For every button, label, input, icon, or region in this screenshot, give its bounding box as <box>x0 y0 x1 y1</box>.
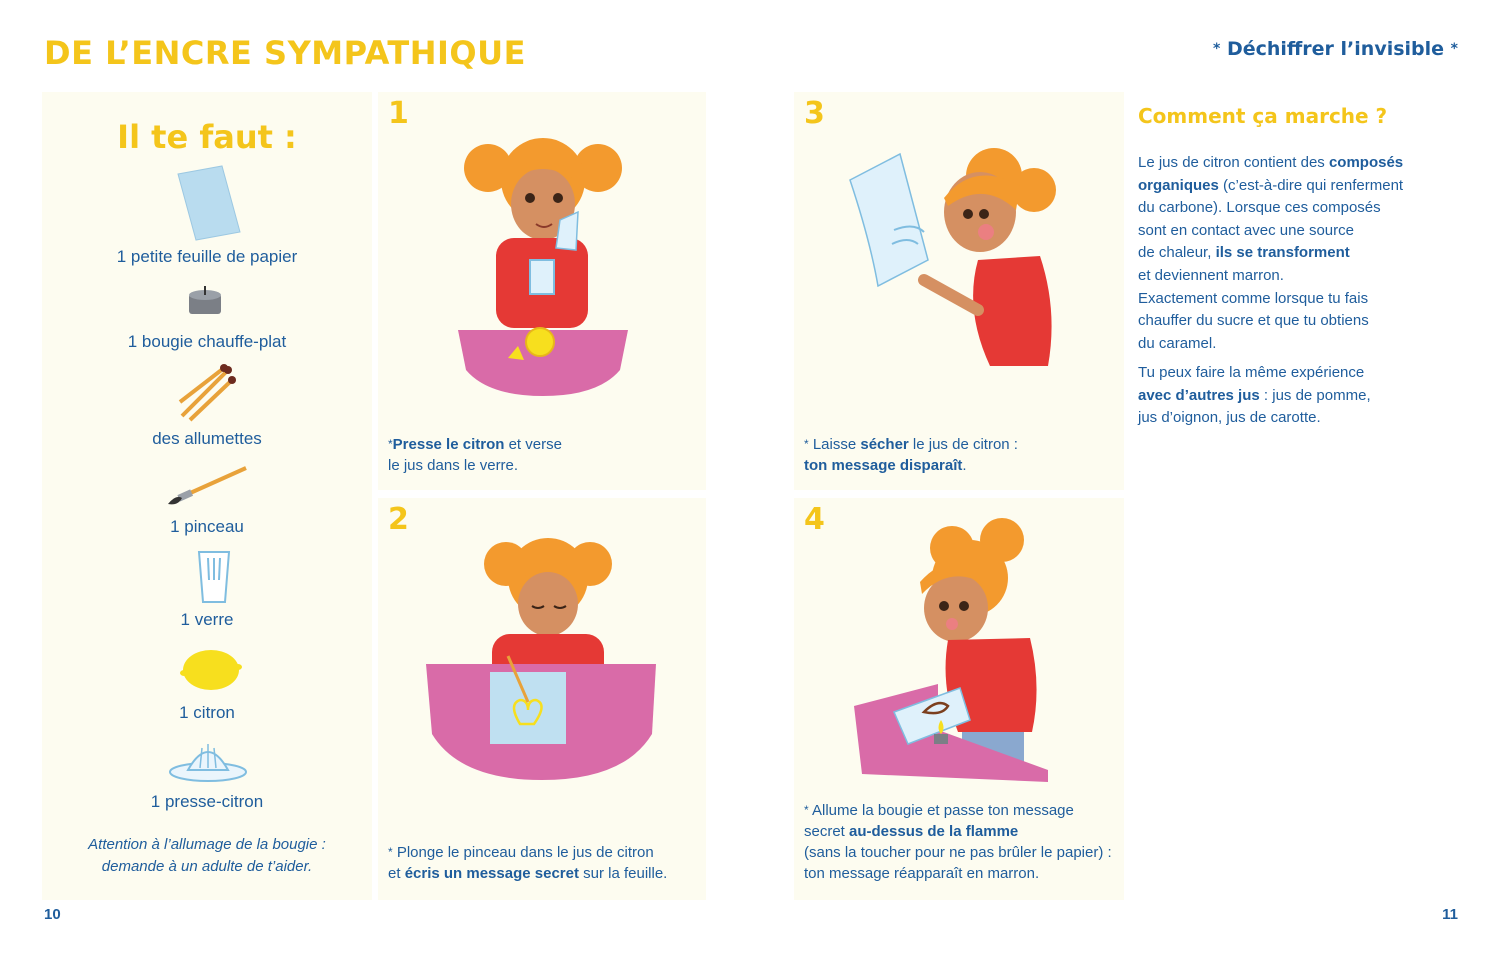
caption-bold: ton message disparaît <box>804 457 963 474</box>
explanation-paragraph-1 <box>1138 152 1458 355</box>
step-2-illustration <box>424 524 664 784</box>
safety-warning <box>42 834 372 878</box>
explanation-line: du carbone). Lorsque ces composés <box>1138 199 1381 217</box>
caption-text: Laisse <box>812 436 861 453</box>
material-label: 1 verre <box>180 610 234 629</box>
caption-text: Plonge le pinceau dans le jus de citron <box>396 844 654 861</box>
material-label: 1 pinceau <box>170 517 244 536</box>
explanation-line <box>1138 152 1458 175</box>
step-caption <box>388 842 704 884</box>
star-icon: * <box>804 437 809 451</box>
explanation-text: : jus de pomme, <box>1259 386 1371 404</box>
explanation-line: et deviennent marron. <box>1138 266 1284 284</box>
caption-text: Allume la bougie et passe ton message <box>812 802 1074 819</box>
step-1-panel <box>378 92 706 490</box>
explanation-line <box>1138 385 1458 408</box>
step-caption <box>388 434 698 476</box>
page-number-right: 11 <box>1442 906 1458 923</box>
section-title <box>1213 38 1458 60</box>
caption-line <box>804 434 1120 455</box>
caption-text: le jus de citron : <box>908 436 1018 453</box>
lemon-icon <box>180 646 242 694</box>
caption-line <box>804 800 1122 821</box>
step-caption <box>804 434 1120 476</box>
explanation-paragraph-2 <box>1138 362 1458 430</box>
caption-line: le jus dans le verre. <box>388 457 519 474</box>
step-3-illustration <box>844 140 1074 380</box>
step-1-illustration <box>448 120 638 400</box>
caption-bold: au-dessus de la flamme <box>849 823 1019 840</box>
explanation-line: chauffer du sucre et que tu obtiens <box>1138 312 1369 330</box>
caption-bold: Presse le citron <box>392 436 505 453</box>
step-2-panel <box>378 498 706 900</box>
star-icon: * <box>1213 41 1221 57</box>
explanation-text: Le jus de citron contient des <box>1138 154 1329 171</box>
caption-line <box>388 434 698 455</box>
explanation-line: Exactement comme lorsque tu fais <box>1138 289 1369 307</box>
warning-line: Attention à l’allumage de la bougie : <box>88 836 326 853</box>
material-label: 1 presse-citron <box>150 792 264 811</box>
materials-heading: Il te faut : <box>117 118 297 156</box>
page-number-left: 10 <box>44 906 61 923</box>
paintbrush-icon <box>166 464 250 508</box>
paper-sheet-icon <box>174 164 244 244</box>
explanation-line: sont en contact avec une source <box>1138 221 1354 239</box>
caption-text: sur la feuille. <box>578 865 668 882</box>
star-icon: * <box>388 845 393 859</box>
tealight-candle-icon <box>186 284 226 320</box>
step-3-panel <box>794 92 1124 490</box>
step-number: 4 <box>804 502 825 537</box>
explanation-text: (c’est-à-dire qui renferment <box>1218 176 1404 194</box>
caption-text: . <box>962 457 967 474</box>
step-number: 2 <box>388 502 409 537</box>
material-label: 1 citron <box>179 703 235 722</box>
step-number: 3 <box>804 96 825 131</box>
material-label: des allumettes <box>152 429 262 448</box>
explanation-bold: organiques <box>1138 176 1219 194</box>
explanation-text: de chaleur, <box>1138 244 1216 262</box>
glass-icon <box>196 550 232 606</box>
step-caption <box>804 800 1122 884</box>
caption-text: et <box>388 865 405 882</box>
explanation-bold: avec d’autres jus <box>1138 386 1260 404</box>
explanation-line: du caramel. <box>1138 334 1217 352</box>
caption-line <box>388 842 704 863</box>
explanation-bold: composés <box>1328 154 1404 171</box>
matches-icon <box>176 362 240 422</box>
step-4-illustration <box>852 516 1062 786</box>
caption-line <box>804 821 1122 842</box>
caption-bold: écris un message secret <box>404 865 579 882</box>
explanation-line <box>1138 175 1458 198</box>
material-label: 1 bougie chauffe-plat <box>127 332 287 351</box>
explanation-title: Comment ça marche ? <box>1138 104 1388 128</box>
step-number: 1 <box>388 96 409 131</box>
star-icon: * <box>804 803 809 817</box>
warning-line: demande à un adulte de t’aider. <box>101 858 313 875</box>
caption-text: secret <box>804 823 850 840</box>
lemon-squeezer-icon <box>166 736 250 784</box>
caption-bold: sécher <box>860 436 909 453</box>
page-title: DE L’ENCRE SYMPATHIQUE <box>44 34 526 72</box>
caption-line: (sans la toucher pour ne pas brûler le papier) : <box>804 844 1112 861</box>
explanation-bold: ils se transforment <box>1215 244 1350 262</box>
caption-line <box>804 455 1120 476</box>
step-4-panel <box>794 498 1124 900</box>
explanation-line <box>1138 242 1458 265</box>
star-icon: * <box>388 437 393 451</box>
section-title-text: Déchiffrer l’invisible <box>1226 38 1445 60</box>
caption-text: et verse <box>504 436 562 453</box>
caption-line: ton message réapparaît en marron. <box>804 865 1040 882</box>
star-icon: * <box>1450 41 1458 57</box>
material-label: 1 petite feuille de papier <box>116 247 298 266</box>
materials-panel <box>42 92 372 900</box>
explanation-line: Tu peux faire la même expérience <box>1138 364 1365 381</box>
explanation-line: jus d’oignon, jus de carotte. <box>1138 409 1321 427</box>
caption-line <box>388 863 704 884</box>
